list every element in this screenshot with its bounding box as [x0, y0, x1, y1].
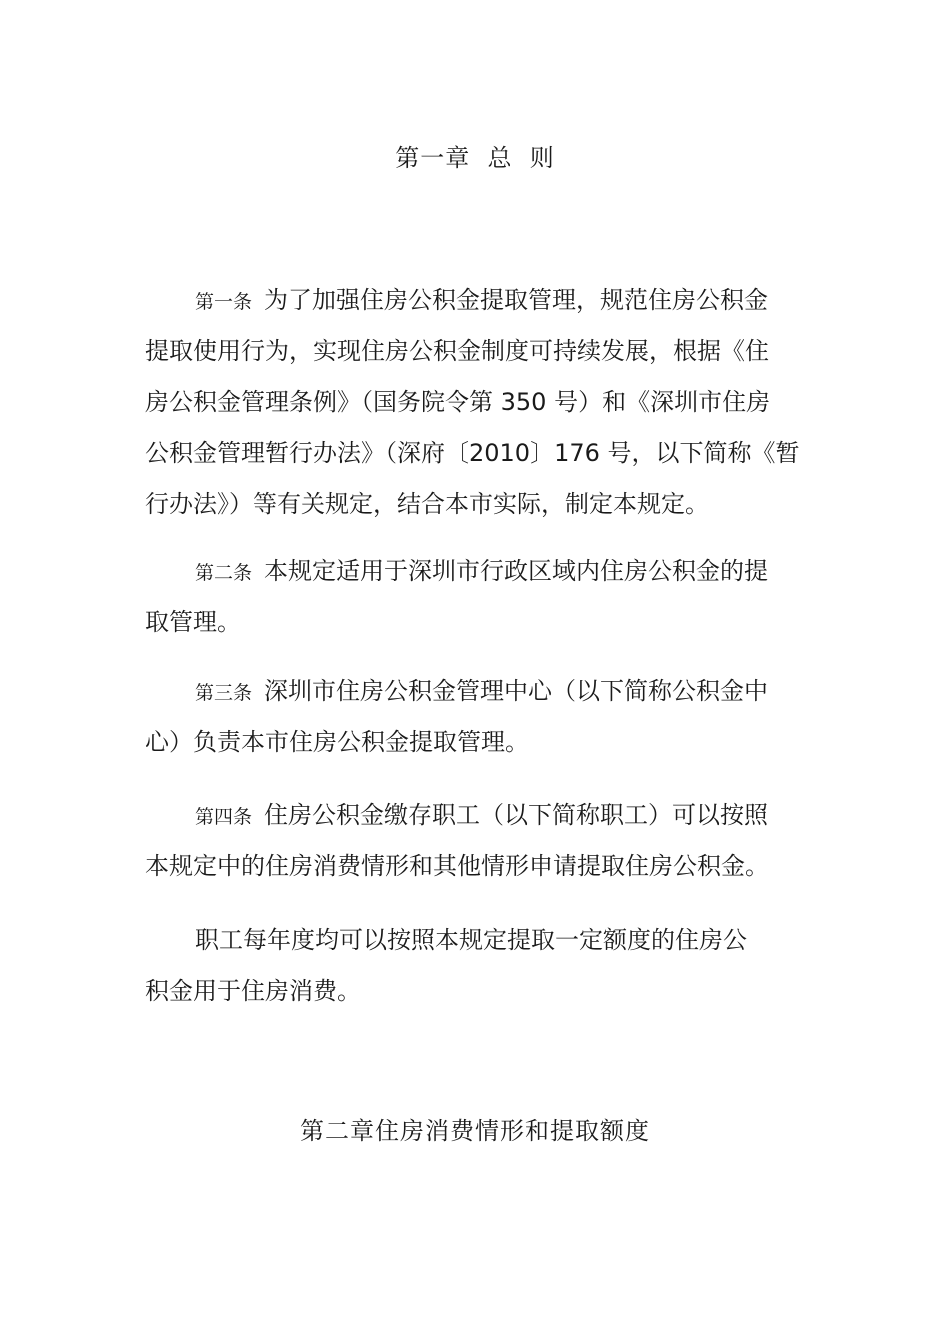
article-3-label: 第三条 [195, 682, 253, 704]
article-1-line-1: 第一条 为了加强住房公积金提取管理，规范住房公积金 [195, 286, 769, 314]
article-1-line-5: 行办法》）等有关规定，结合本市实际，制定本规定。 [145, 490, 709, 518]
article-4 [145, 790, 809, 892]
article-1-label: 第一条 [195, 291, 253, 313]
article-1 [145, 275, 809, 530]
article-4-line-2: 本规定中的住房消费情形和其他情形申请提取住房公积金。 [145, 852, 769, 880]
article-4-label: 第四条 [195, 806, 253, 828]
article-4-paragraph-2 [145, 915, 809, 1017]
article-2-line-1: 第二条 本规定适用于深圳市行政区域内住房公积金的提 [195, 557, 769, 585]
article-1-line-2: 提取使用行为，实现住房公积金制度可持续发展，根据《住 [145, 337, 769, 365]
article-2-line-2: 取管理。 [145, 608, 241, 636]
article-4-para-2-line-2: 积金用于住房消费。 [145, 977, 361, 1005]
article-3-line-1: 第三条 深圳市住房公积金管理中心（以下简称公积金中 [195, 677, 769, 705]
article-2 [145, 546, 809, 648]
chapter-1-title: 第一章 总 则 [395, 144, 555, 172]
article-1-line-3: 房公积金管理条例》（国务院令第 350 号）和《深圳市住房 [145, 388, 771, 416]
article-2-label: 第二条 [195, 562, 253, 584]
article-4-para-2-line-1: 职工每年度均可以按照本规定提取一定额度的住房公 [195, 926, 747, 954]
article-4-line-1: 第四条 住房公积金缴存职工（以下简称职工）可以按照 [195, 801, 769, 829]
article-3-line-2: 心）负责本市住房公积金提取管理。 [145, 728, 529, 756]
article-1-line-4: 公积金管理暂行办法》（深府〔2010〕176 号，以下简称《暂 [145, 439, 800, 467]
article-3 [145, 666, 809, 768]
chapter-2-title: 第二章住房消费情形和提取额度 [300, 1117, 650, 1145]
